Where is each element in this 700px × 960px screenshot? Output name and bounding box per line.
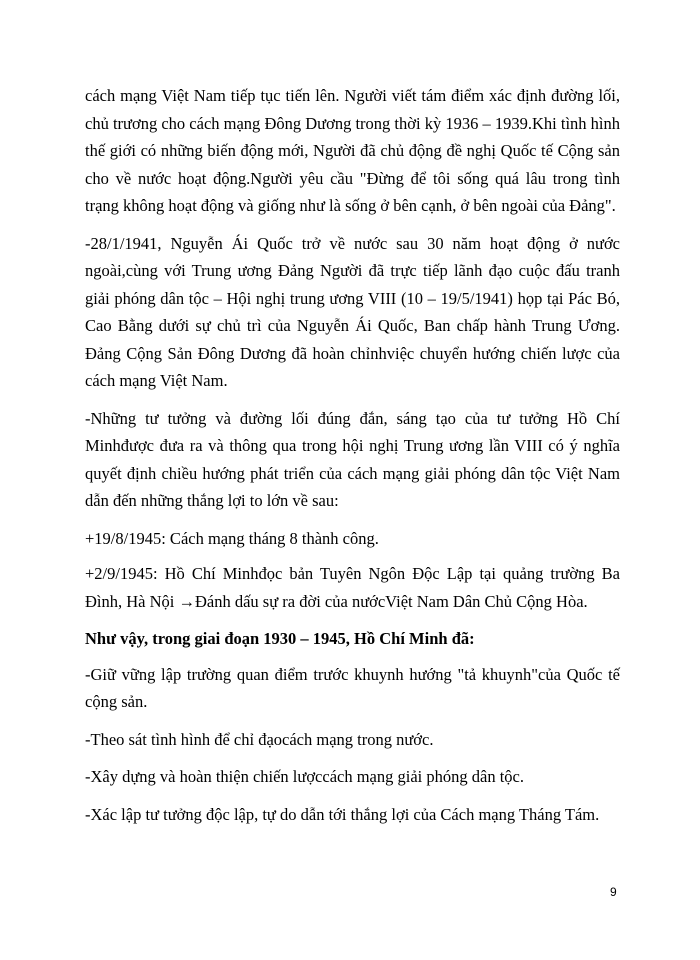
summary-item: -Xây dựng và hoàn thiện chiến lượccách mạng giải phóng dân tộc. [85,767,524,786]
paragraph-thoughts: -Những tư tưởng và đường lối đúng đắn, sáng tạo của tư tưởng Hồ Chí Minhđược đưa ra và thông qua trong hội nghị Trung ương lần VIII có ý nghĩa quyết định chiều hướng phát triển của cách mạng giải phóng dân tộc Việt Nam dẫn đến những thắng lợi to lớn về sau: [85,408,620,510]
summary-item: -Xác lập tư tưởng độc lập, tự do dẫn tới thắng lợi của Cách mạng Tháng Tám. [85,804,600,824]
paragraph-1941: -28/1/1941, Nguyễn Ái Quốc trở về nước sau 30 năm hoạt động ở nước ngoài,cùng với Trung ương Đảng Người đã trực tiếp lãnh đạo cuộc đấu tranh giải phóng dân tộc – Hội nghị trung ương VIII (10 – 19/5/1941) họp tại Pác Bó, Cao Bằng dưới sự chủ trì của Nguyễn Ái Quốc, Ban chấp hành Trung Ương. Đảng Cộng Sản Đông Dương đã hoàn chỉnhviệc chuyển hướng chiến lược của cách mạng Việt Nam. [85,233,620,390]
summary-heading: Như vậy, trong giai đoạn 1930 – 1945, Hồ Chí Minh đã: [85,629,475,648]
paragraph-2-9-1945: +2/9/1945: Hồ Chí Minhđọc bản Tuyên Ngôn Độc Lập tại quảng trường Ba Đình, Hà Nội →Đánh dấu sự ra đời của nướcViệt Nam Dân Chủ Cộng Hòa. [85,564,620,611]
summary-item: -Giữ vững lập trường quan điểm trước khuynh hướng "tả khuynh"của Quốc tế cộng sản. [85,664,620,711]
page-number: 9 [610,885,617,899]
document-body [85,82,620,838]
paragraph-intro: cách mạng Việt Nam tiếp tục tiến lên. Người viết tám điểm xác định đường lối, chủ trương cho cách mạng Đông Dương trong thời kỳ 1936 – 1939.Khi tình hình thế giới có những biến động mới, Người đã chủ động đề nghị Quốc tế Cộng sản cho về nước hoạt động.Người yêu cầu "Đừng để tôi sống quá lâu trong tình trạng không hoạt động và giống như là sống ở bên cạnh, ở bên ngoài của Đảng". [85,86,620,215]
paragraph-19-8-1945: +19/8/1945: Cách mạng tháng 8 thành công. [85,528,379,548]
summary-item: -Theo sát tình hình để chỉ đạocách mạng trong nước. [85,729,434,749]
